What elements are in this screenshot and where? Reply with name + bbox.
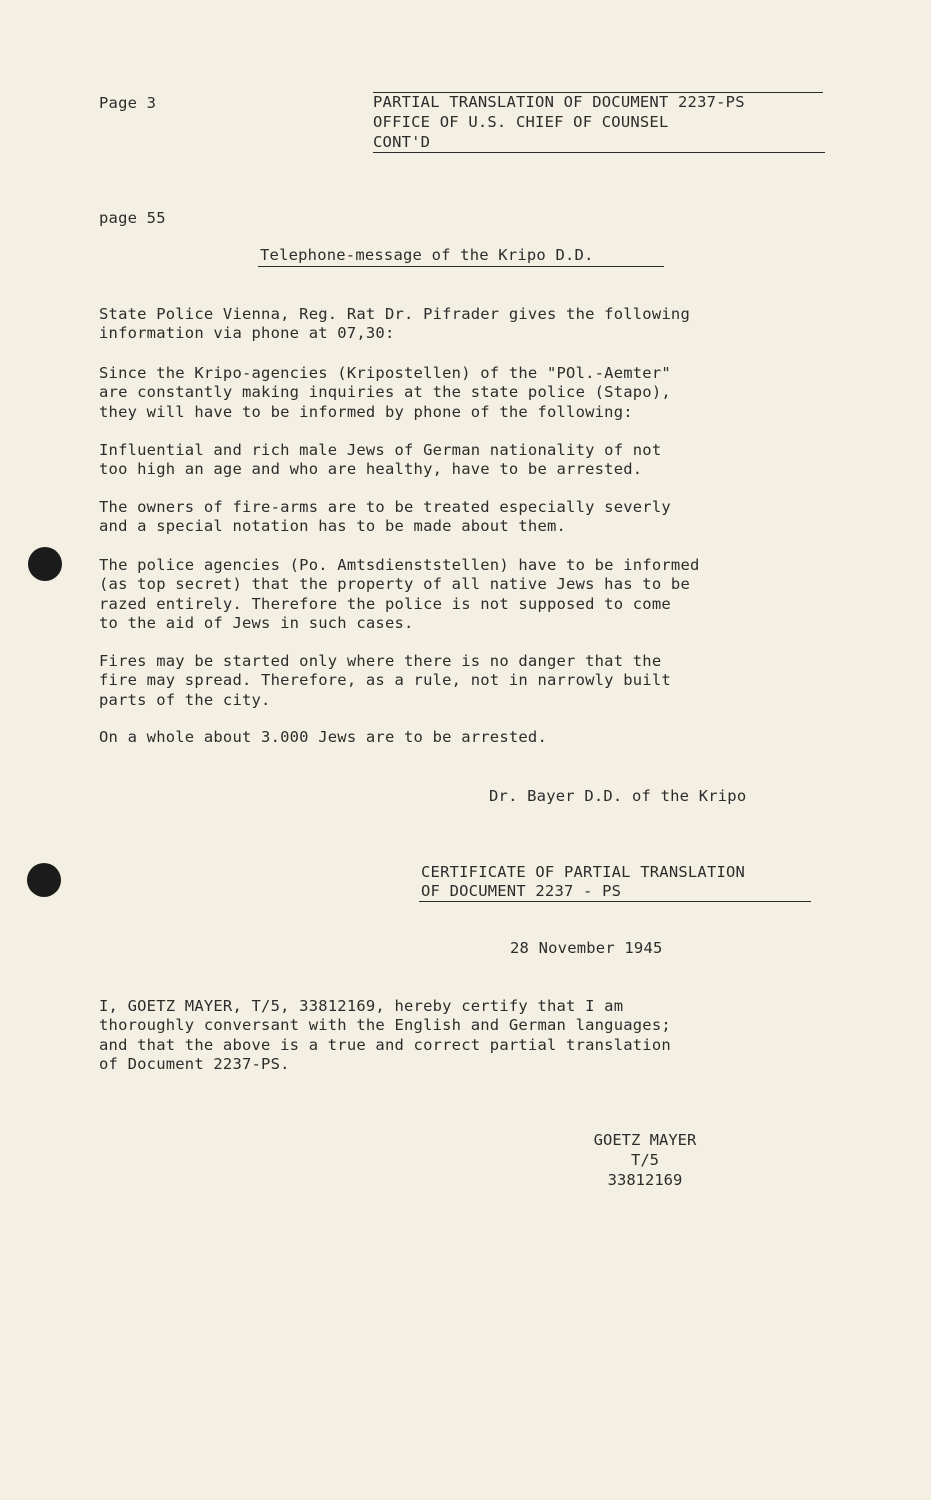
translator-name: GOETZ MAYER	[593, 1131, 697, 1149]
paragraph-6: Fires may be started only where there is no danger that the fire may spread. Therefore, as a rule, not in narrowly built parts of the city.	[99, 652, 671, 709]
source-page-label: page 55	[99, 209, 166, 227]
certificate-title-line-2: OF DOCUMENT 2237 - PS	[421, 882, 622, 900]
message-title-underline	[258, 266, 664, 267]
punch-hole-bottom	[27, 863, 61, 897]
translator-serial: 33812169	[607, 1171, 683, 1189]
translator-rank: T/5	[631, 1151, 659, 1169]
header-title-line-1: PARTIAL TRANSLATION OF DOCUMENT 2237-PS	[373, 93, 745, 111]
paragraph-7: On a whole about 3.000 Jews are to be arrested.	[99, 728, 547, 746]
paragraph-5: The police agencies (Po. Amtsdienststellen) have to be informed (as top secret) that the property of all native Jews has to be razed entirely. Therefore the police is not supposed to come to the aid of Jews in such cases.	[99, 556, 700, 632]
paragraph-2: Since the Kripo-agencies (Kripostellen) of the "POl.-Aemter" are constantly making inquiries at the state police (Stapo), they will have to be informed by phone of the following:	[99, 364, 671, 421]
translator-signature	[575, 1130, 715, 1190]
message-signature: Dr. Bayer D.D. of the Kripo	[489, 787, 747, 805]
paragraph-3: Influential and rich male Jews of German nationality of not too high an age and who are healthy, have to be arrested.	[99, 441, 662, 479]
certificate-statement: I, GOETZ MAYER, T/5, 33812169, hereby certify that I am thoroughly conversant with the English and German languages; and that the above is a true and correct partial translation of Document 2237-PS.	[99, 997, 671, 1073]
header-title-line-3: CONT'D	[373, 133, 431, 151]
punch-hole-top	[28, 547, 62, 581]
page-label: Page 3	[99, 94, 157, 112]
certificate-date: 28 November 1945	[510, 939, 663, 957]
paragraph-4: The owners of fire-arms are to be treated especially severly and a special notation has to be made about them.	[99, 498, 671, 536]
certificate-title-underline	[419, 901, 811, 902]
certificate-title-line-1: CERTIFICATE OF PARTIAL TRANSLATION	[421, 863, 746, 881]
paragraph-1: State Police Vienna, Reg. Rat Dr. Pifrader gives the following information via phone at 07,30:	[99, 305, 690, 343]
header-title-line-2: OFFICE OF U.S. CHIEF OF COUNSEL	[373, 113, 669, 131]
message-title: Telephone-message of the Kripo D.D.	[260, 246, 594, 264]
header-bottom-rule	[373, 152, 825, 153]
